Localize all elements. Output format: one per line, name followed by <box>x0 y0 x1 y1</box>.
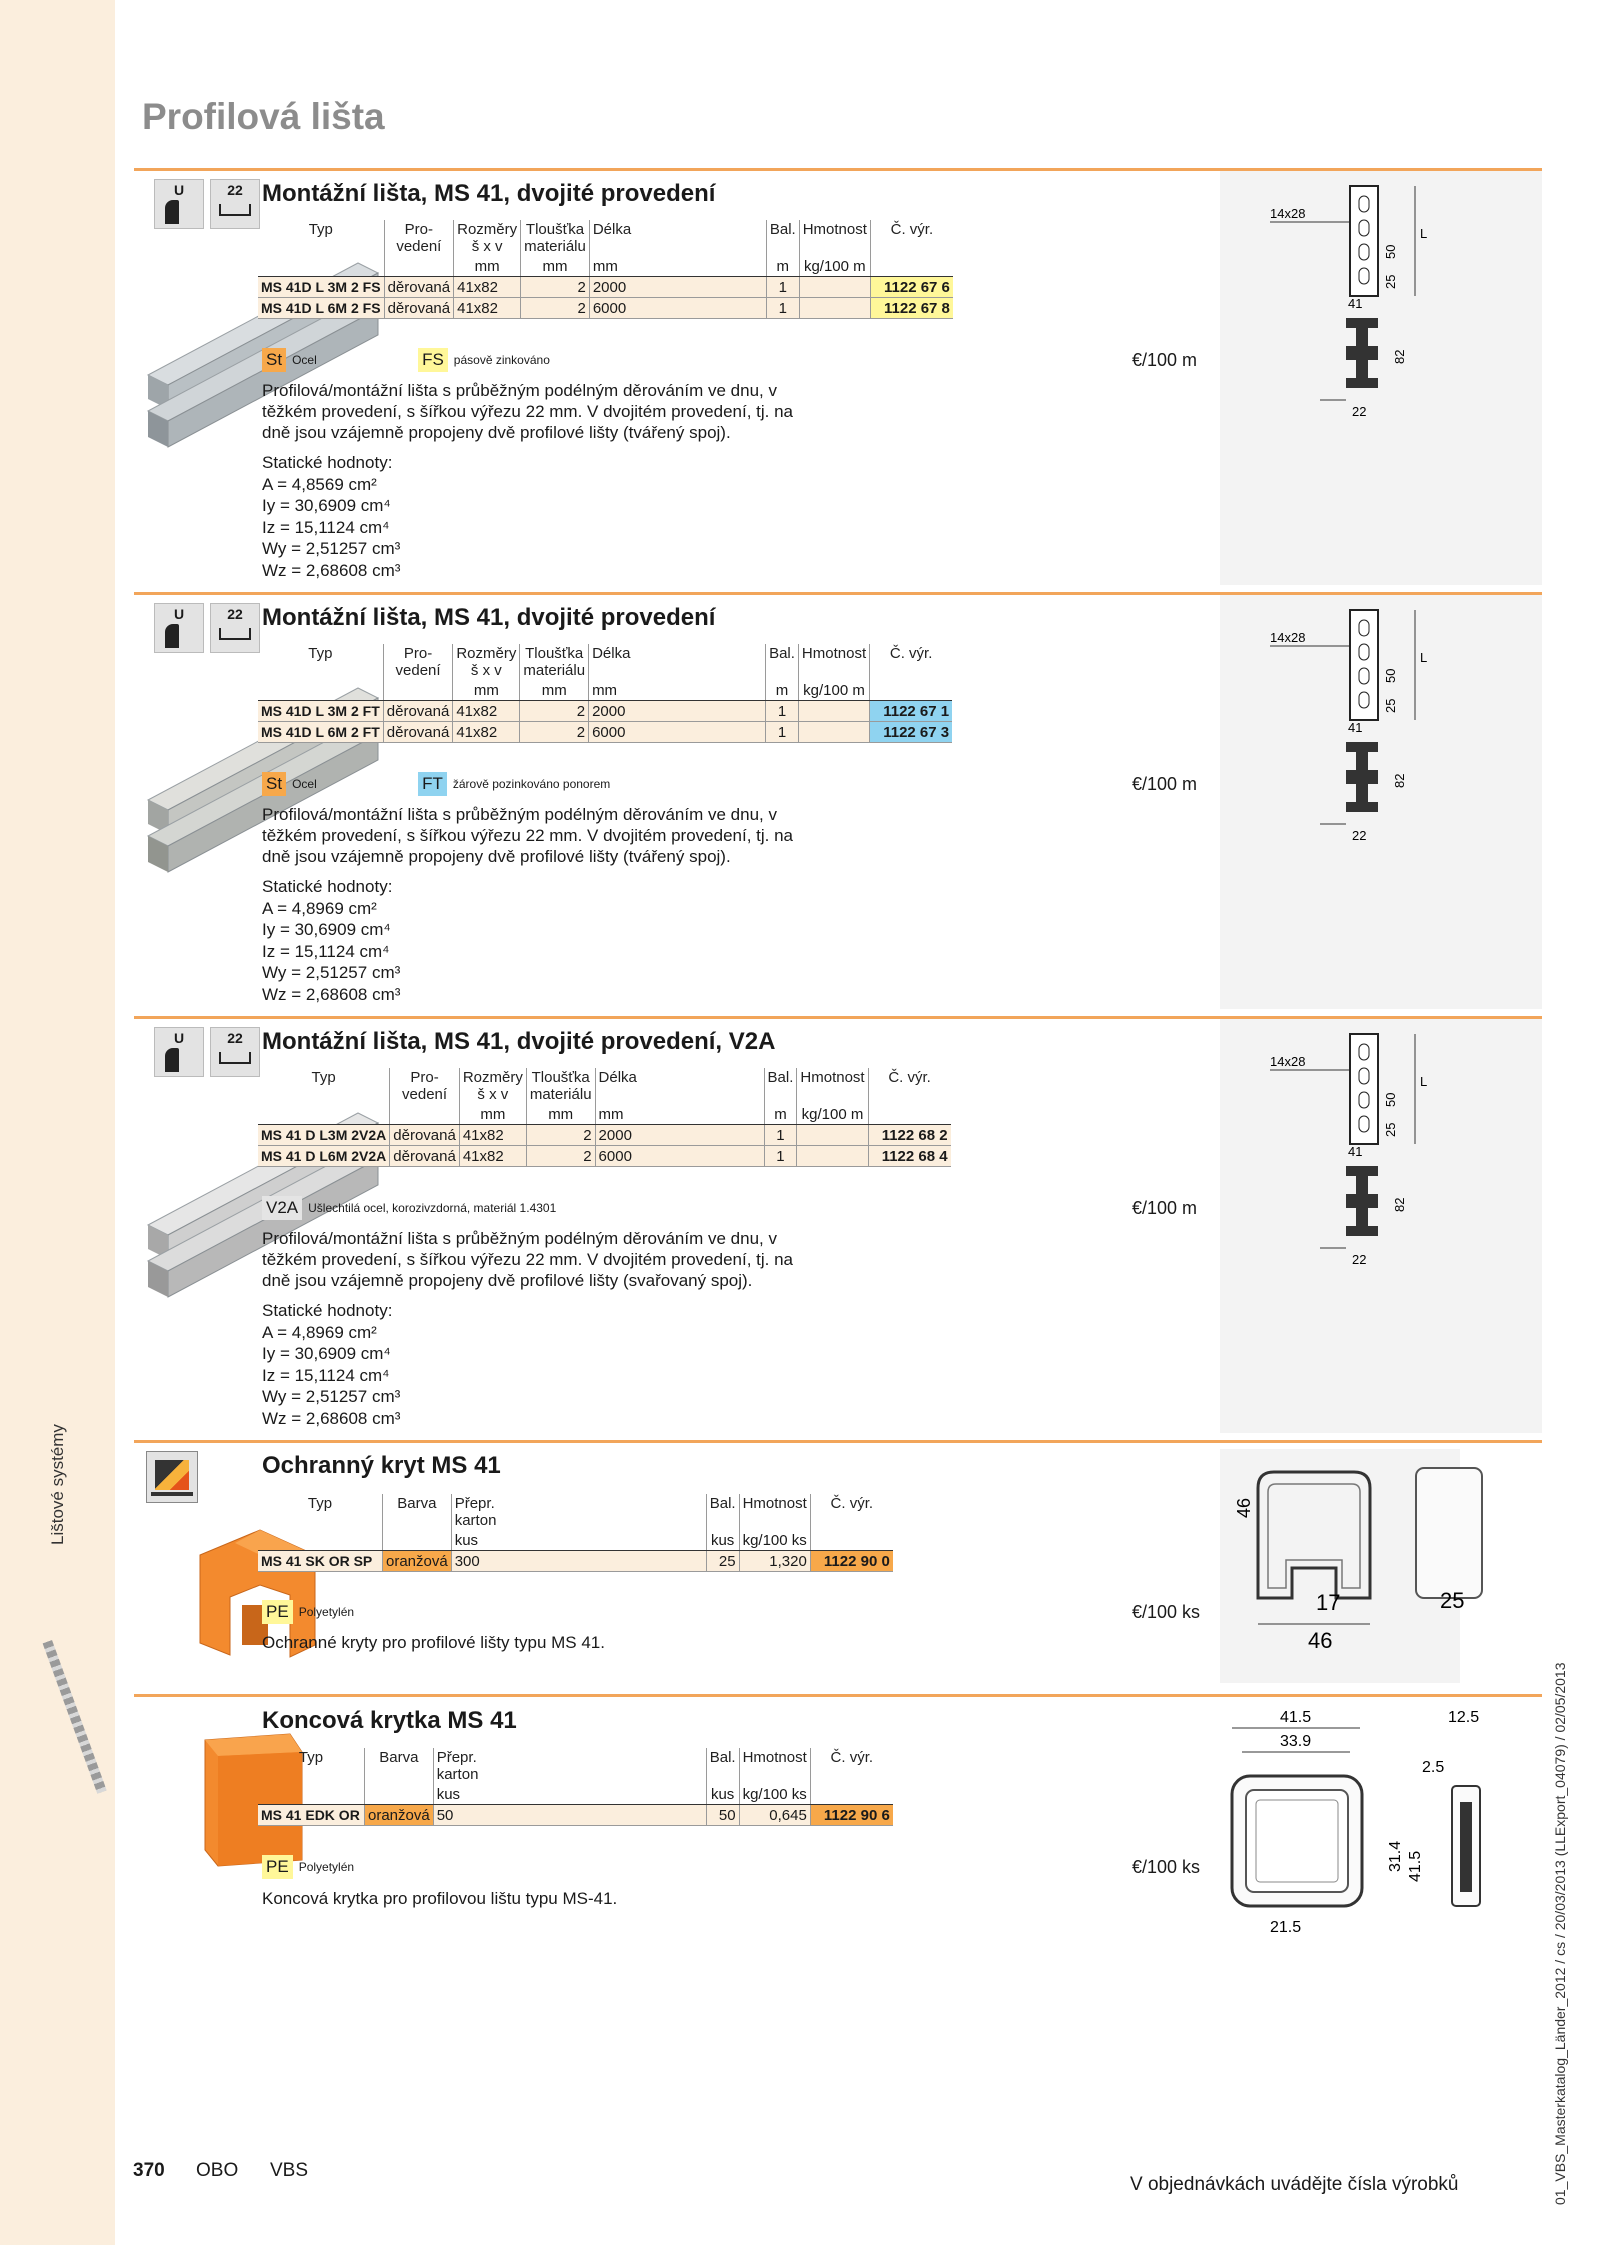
u-profile-icon: U <box>154 603 204 653</box>
page-number: 370 <box>133 2160 165 2181</box>
dim-label: 22 <box>1352 404 1367 419</box>
material-legend <box>262 1600 354 1624</box>
table-units-row: kus kus kg/100 ks <box>258 1784 893 1805</box>
dim-label: 21.5 <box>1270 1919 1302 1936</box>
table-row: MS 41 D L3M 2V2A děrovaná 41x82 2 2000 1 1122 68 2 <box>258 1125 951 1146</box>
header-cell: Hmotnost <box>799 220 870 256</box>
dim-label: 25 <box>1440 1588 1465 1613</box>
header-cell: Bal. <box>706 1494 739 1530</box>
material-code-st: St <box>262 772 286 796</box>
header-cell: Rozměry š x v <box>453 644 520 680</box>
dim-label: 46 <box>1234 1497 1254 1518</box>
dim-label: 82 <box>1392 773 1407 788</box>
color-cell: oranžová <box>365 1805 434 1826</box>
fire-rating-icon <box>146 1451 198 1503</box>
header-cell: Typ <box>258 220 384 256</box>
dim-label: 50 <box>1383 1092 1398 1107</box>
dim-label: 50 <box>1383 668 1398 683</box>
header-cell: Barva <box>365 1748 434 1784</box>
material-code-pe: PE <box>262 1600 293 1624</box>
footer-series: VBS <box>270 2160 309 2181</box>
footer-brand: OBO <box>196 2160 239 2181</box>
dim-label: 50 <box>1383 244 1398 259</box>
header-cell: Přepr. karton <box>451 1494 706 1530</box>
material-label: Polyetylén <box>298 1605 355 1619</box>
material-legend <box>262 1196 556 1220</box>
article-number: 1122 90 6 <box>810 1805 893 1826</box>
dim-label: 22 <box>1352 1252 1367 1267</box>
slot-width-icon: 22 <box>210 179 260 229</box>
dim-label: 33.9 <box>1280 1733 1312 1750</box>
table-header-row <box>258 1748 893 1784</box>
dim-label: L <box>1420 1074 1428 1089</box>
article-number: 1122 67 3 <box>870 722 953 743</box>
header-cell: Č. výr. <box>830 1495 874 1512</box>
table-header-row <box>258 220 953 256</box>
section-title: Montážní lišta, MS 41, dvojité provedení, V2A <box>262 1028 776 1055</box>
material-code-pe: PE <box>262 1855 293 1879</box>
header-cell: Č. výr. <box>830 1749 874 1766</box>
table-row: MS 41 D L6M 2V2A děrovaná 41x82 2 6000 1 1122 68 4 <box>258 1146 951 1167</box>
header-cell: Bal. <box>764 1068 797 1104</box>
rail-cross-section-drawing <box>1260 602 1440 862</box>
static-values: Statické hodnoty: A = 4,8969 cm² Iy = 30,6909 cm⁴ Iz = 15,1124 cm⁴ Wy = 2,51257 cm³ Wz = 2,68608 cm³ <box>262 877 401 1004</box>
header-cell: Č. výr. <box>889 645 933 662</box>
left-margin-strip <box>0 0 115 2245</box>
rail-cross-section-drawing <box>1260 1026 1440 1286</box>
dim-label: 82 <box>1392 349 1407 364</box>
article-number: 1122 67 8 <box>870 298 953 319</box>
material-legend <box>262 1855 354 1879</box>
header-cell: Pro- vedení <box>384 220 454 256</box>
product-description: Profilová/montážní lišta s průběžným podélným děrováním ve dnu, v těžkém provedení, s šířkou výřezu 22 mm. V dvojitém provedení, tj. na dně jsou vzájemně propojeny dvě profilové lišty (svařovaný spoj). <box>262 1229 794 1290</box>
material-label: Ocel <box>292 777 317 791</box>
product-description: Profilová/montážní lišta s průběžným podélným děrováním ve dnu, v těžkém provedení, s šířkou výřezu 22 mm. V dvojitém provedení, tj. na dně jsou vzájemně propojeny dvě profilové lišty (tvářený spoj). <box>262 381 794 442</box>
header-cell: Typ <box>258 644 383 680</box>
table-header-row <box>258 1068 951 1104</box>
static-values: Statické hodnoty: A = 4,8969 cm² Iy = 30,6909 cm⁴ Iz = 15,1124 cm⁴ Wy = 2,51257 cm³ Wz = 2,68608 cm³ <box>262 1301 401 1428</box>
header-cell: Bal. <box>766 644 799 680</box>
header-cell: Hmotnost <box>798 644 869 680</box>
section-icons <box>154 179 260 229</box>
dim-label: 41 <box>1348 1144 1363 1159</box>
dim-label: 14x28 <box>1270 1054 1306 1069</box>
table-units-row: kus kus kg/100 ks <box>258 1530 893 1551</box>
color-cell: oranžová <box>383 1551 452 1572</box>
section-title: Koncová krytka MS 41 <box>262 1707 517 1734</box>
material-label: Ušlechtilá ocel, korozivzdorná, materiál 1.4301 <box>308 1201 557 1215</box>
article-number: 1122 67 1 <box>870 701 953 722</box>
table-row: MS 41D L 3M 2 FT děrovaná 41x82 2 2000 1 1122 67 1 <box>258 701 952 722</box>
article-number: 1122 67 6 <box>870 277 953 298</box>
table-row: MS 41D L 6M 2 FT děrovaná 41x82 2 6000 1 1122 67 3 <box>258 722 952 743</box>
spec-table <box>258 644 952 743</box>
header-cell: Délka <box>589 644 766 680</box>
spec-table <box>258 220 953 319</box>
page-title: Profilová lišta <box>142 96 385 137</box>
header-cell: Rozměry š x v <box>459 1068 526 1104</box>
static-values: Statické hodnoty: A = 4,8569 cm² Iy = 30,6909 cm⁴ Iz = 15,1124 cm⁴ Wy = 2,51257 cm³ Wz = 2,68608 cm³ <box>262 453 401 580</box>
u-profile-icon: U <box>154 179 204 229</box>
u-profile-icon: U <box>154 1027 204 1077</box>
header-cell: Tloušťka materiálu <box>520 644 589 680</box>
material-code-ft: FT <box>418 772 447 796</box>
section-icons <box>146 1451 198 1503</box>
header-cell: Hmotnost <box>797 1068 868 1104</box>
header-cell: Pro- vedení <box>383 644 453 680</box>
header-cell: Barva <box>383 1494 452 1530</box>
table-row: MS 41D L 3M 2 FS děrovaná 41x82 2 2000 1 1122 67 6 <box>258 277 953 298</box>
article-number: 1122 68 4 <box>868 1146 951 1167</box>
footer-note: V objednávkách uvádějte čísla výrobků <box>1130 2174 1459 2195</box>
dim-label: 22 <box>1352 828 1367 843</box>
material-code-v2a: V2A <box>262 1196 302 1220</box>
spec-table <box>258 1494 893 1572</box>
material-label: pásově zinkováno <box>453 353 550 367</box>
material-label: Polyetylén <box>298 1860 355 1874</box>
header-cell: Přepr. karton <box>433 1748 706 1784</box>
table-units-row: mm mm mm m kg/100 m <box>258 680 952 701</box>
price-unit: €/100 m <box>1132 774 1198 794</box>
price-unit: €/100 m <box>1132 350 1198 370</box>
header-cell: Typ <box>258 1068 390 1104</box>
header-cell: Rozměry š x v <box>454 220 521 256</box>
dim-label: L <box>1420 650 1428 665</box>
table-units-row: mm mm mm m kg/100 m <box>258 256 953 277</box>
product-description: Profilová/montážní lišta s průběžným podélným děrováním ve dnu, v těžkém provedení, s šířkou výřezu 22 mm. V dvojitém provedení, tj. na dně jsou vzájemně propojeny dvě profilové lišty (tvářený spoj). <box>262 805 794 866</box>
section-icons <box>154 1027 260 1077</box>
article-number: 1122 90 0 <box>810 1551 893 1572</box>
protective-cap-drawing <box>1220 1448 1510 1668</box>
dim-label: 12.5 <box>1448 1709 1480 1726</box>
header-cell: Hmotnost <box>739 1748 810 1784</box>
dim-label: 25 <box>1383 274 1398 289</box>
material-code-st: St <box>262 348 286 372</box>
section-title: Ochranný kryt MS 41 <box>262 1452 501 1479</box>
dim-label: 2.5 <box>1422 1759 1445 1776</box>
dim-label: 41.5 <box>1280 1709 1312 1726</box>
section-title: Montážní lišta, MS 41, dvojité provedení <box>262 180 716 207</box>
header-cell: Bal. <box>766 220 799 256</box>
vertical-catalog-note: 01_VBS_Masterkatalog_Länder_2012 / cs / 20/03/2013 (LLExport_04079) / 02/05/2013 <box>1552 1662 1568 2205</box>
dim-label: 14x28 <box>1270 206 1306 221</box>
table-row: MS 41 EDK OR oranžová 50 50 0,645 1122 90 6 <box>258 1805 893 1826</box>
dim-label: 31.4 <box>1387 1840 1404 1872</box>
dim-label: 14x28 <box>1270 630 1306 645</box>
article-number: 1122 68 2 <box>868 1125 951 1146</box>
end-cap-drawing <box>1220 1702 1520 1942</box>
slot-width-icon: 22 <box>210 603 260 653</box>
spec-table <box>258 1748 893 1826</box>
price-unit: €/100 ks <box>1132 1857 1201 1877</box>
table-units-row: mm mm mm m kg/100 m <box>258 1104 951 1125</box>
table-header-row <box>258 1494 893 1530</box>
header-cell: Hmotnost <box>739 1494 810 1530</box>
dim-label: 41.5 <box>1407 1850 1424 1882</box>
price-unit: €/100 ks <box>1132 1602 1201 1622</box>
header-cell: Tloušťka materiálu <box>521 220 590 256</box>
header-cell: Tloušťka materiálu <box>526 1068 595 1104</box>
material-label: Ocel <box>292 353 317 367</box>
dim-label: 82 <box>1392 1197 1407 1212</box>
table-row: MS 41D L 6M 2 FS děrovaná 41x82 2 6000 1 1122 67 8 <box>258 298 953 319</box>
header-cell: Č. výr. <box>888 1069 931 1086</box>
header-cell: Typ <box>258 1494 383 1530</box>
section-icons <box>154 603 260 653</box>
header-cell: Pro- vedení <box>390 1068 460 1104</box>
material-code-fs: FS <box>418 348 448 372</box>
spec-table <box>258 1068 951 1167</box>
product-description: Koncová krytka pro profilovou lištu typu MS-41. <box>262 1889 618 1908</box>
material-legend <box>262 348 550 372</box>
material-legend <box>262 772 610 796</box>
header-cell: Č. výr. <box>890 221 934 238</box>
header-cell: Délka <box>589 220 766 256</box>
header-cell: Typ <box>258 1748 365 1784</box>
section-title: Montážní lišta, MS 41, dvojité provedení <box>262 604 716 631</box>
side-chapter-label: Lištové systémy <box>48 1424 67 1545</box>
table-row: MS 41 SK OR SP oranžová 300 25 1,320 1122 90 0 <box>258 1551 893 1572</box>
rail-cross-section-drawing <box>1260 178 1440 438</box>
header-cell: Délka <box>595 1068 764 1104</box>
dim-label: L <box>1420 226 1428 241</box>
dim-label: 25 <box>1383 1122 1398 1137</box>
product-description: Ochranné kryty pro profilové lišty typu MS 41. <box>262 1633 605 1652</box>
dim-label: 41 <box>1348 296 1363 311</box>
dim-label: 41 <box>1348 720 1363 735</box>
slot-width-icon: 22 <box>210 1027 260 1077</box>
dim-label: 17 <box>1316 1590 1341 1615</box>
table-header-row <box>258 644 952 680</box>
material-label: žárově pozinkováno ponorem <box>452 777 611 791</box>
price-unit: €/100 m <box>1132 1198 1198 1218</box>
dim-label: 46 <box>1308 1628 1333 1653</box>
dim-label: 25 <box>1383 698 1398 713</box>
header-cell: Bal. <box>706 1748 739 1784</box>
